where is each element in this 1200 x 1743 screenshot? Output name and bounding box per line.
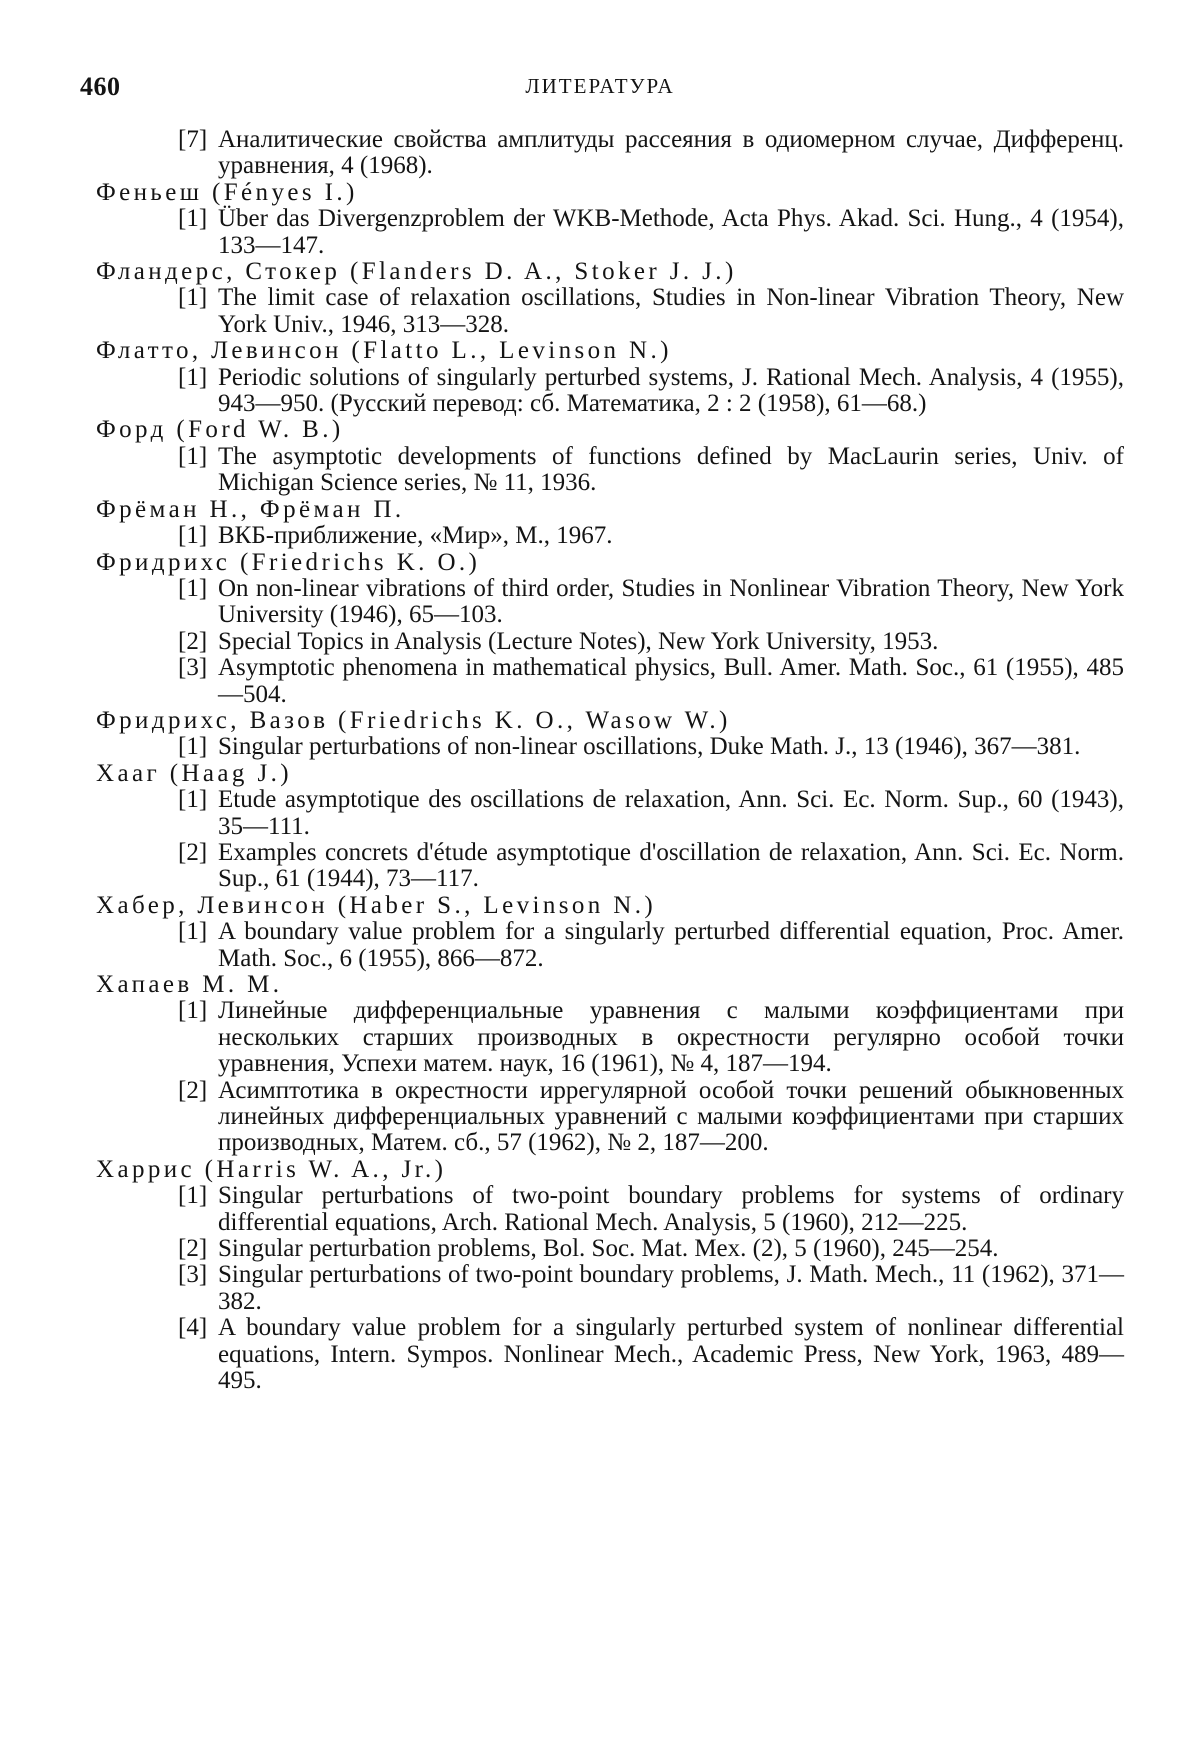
reference-text: Über das Divergenzproblem der WKB-Methode, Acta Phys. Akad. Sci. Hung., 4 (1954), 133—147. xyxy=(218,205,1124,259)
author-heading: Хааг (Haag J.) xyxy=(96,759,292,787)
reference-item xyxy=(96,285,1124,338)
reference-number: [1] xyxy=(178,733,208,761)
author-heading: Феньеш (Fényes I.) xyxy=(96,178,358,206)
bibliography-entry xyxy=(96,259,1124,338)
reference-text: Асимптотика в окрестности иррегулярной особой точки решений обыкновенных линейных дифференциальных уравнений с малыми коэффициентами при старших производных, Матем. сб., 57 (1962), № 2, 187—200. xyxy=(218,1076,1124,1157)
reference-text: Singular perturbations of non-linear oscillations, Duke Math. J., 13 (1946), 367—381. xyxy=(218,733,1081,761)
page-number: 460 xyxy=(80,72,121,101)
author-heading: Хабер, Левинсон (Haber S., Levinson N.) xyxy=(96,891,657,919)
author-heading: Флатто, Левинсон (Flatto L., Levinson N.) xyxy=(96,337,672,365)
reference-number: [1] xyxy=(178,205,208,233)
reference-text: ВКБ-приближение, «Мир», М., 1967. xyxy=(218,522,613,550)
reference-text: The asymptotic developments of functions defined by MacLaurin series, Univ. of Michigan Science series, № 11, 1936. xyxy=(218,442,1124,497)
reference-number: [1] xyxy=(178,574,208,602)
reference-text: Singular perturbations of two-point boundary problems for systems of ordinary differential equations, Arch. Rational Mech. Analysis, 5 (1960), 212—225. xyxy=(218,1182,1124,1236)
reference-number: [1] xyxy=(178,997,208,1025)
reference-number: [1] xyxy=(178,363,208,391)
bibliography-entry xyxy=(96,417,1124,496)
author-heading: Фландерс, Стокер (Flanders D. A., Stoker J. J.) xyxy=(96,258,737,286)
author-heading: Фрёман Н., Фрёман П. xyxy=(96,495,405,523)
reference-number: [1] xyxy=(178,918,208,946)
reference-text: Etude asymptotique des oscillations de relaxation, Ann. Sci. Ec. Norm. Sup., 60 (1943), 35—111. xyxy=(218,786,1124,840)
reference-text: On non-linear vibrations of third order, Studies in Nonlinear Vibration Theory, New York University (1946), 65—103. xyxy=(218,574,1124,629)
reference-text: Singular perturbation problems, Bol. Soc. Mat. Mex. (2), 5 (1960), 245—254. xyxy=(218,1235,999,1263)
reference-number: [2] xyxy=(178,1076,208,1104)
reference-text: Special Topics in Analysis (Lecture Notes), New York University, 1953. xyxy=(218,627,939,655)
reference-text: Periodic solutions of singularly perturbed systems, J. Rational Mech. Analysis, 4 (1955), 943—950. (Русский перевод: сб. Математика, 2 : 2 (1958), 61—68.) xyxy=(218,363,1124,418)
reference-item xyxy=(96,840,1124,893)
reference-item xyxy=(96,1236,1124,1262)
reference-number: [1] xyxy=(178,522,208,550)
reference-item xyxy=(96,655,1124,708)
reference-number: [7] xyxy=(178,126,208,153)
reference-text: Singular perturbations of two-point boundary problems, J. Math. Mech., 11 (1962), 371—382. xyxy=(218,1261,1124,1315)
bibliography-entry xyxy=(96,893,1124,972)
reference-text: The limit case of relaxation oscillations, Studies in Non-linear Vibration Theory, New York Univ., 1946, 313—328. xyxy=(218,284,1124,338)
bibliography-entry xyxy=(96,708,1124,761)
reference-item xyxy=(96,444,1124,497)
reference-number: [3] xyxy=(178,654,208,682)
bibliography-entry xyxy=(96,127,1124,180)
bibliography-entry xyxy=(96,338,1124,417)
author-heading: Фридрихс (Friedrichs K. O.) xyxy=(96,548,481,576)
reference-number: [2] xyxy=(178,627,208,655)
reference-item xyxy=(96,365,1124,418)
bibliography-entry xyxy=(96,497,1124,550)
author-heading: Фридрихс, Вазов (Friedrichs K. O., Wasow W.) xyxy=(96,706,731,734)
bibliography-entry xyxy=(96,1157,1124,1395)
bibliography-entry xyxy=(96,550,1124,708)
reference-item xyxy=(96,1262,1124,1315)
reference-text: Asymptotic phenomena in mathematical physics, Bull. Amer. Math. Soc., 61 (1955), 485—504. xyxy=(218,654,1124,708)
reference-number: [2] xyxy=(178,1235,208,1263)
reference-text: A boundary value problem for a singularly perturbed differential equation, Proc. Amer. Math. Soc., 6 (1955), 866—872. xyxy=(218,918,1124,972)
reference-number: [1] xyxy=(178,284,208,312)
bibliography-entry xyxy=(96,761,1124,893)
running-title: ЛИТЕРАТУРА xyxy=(525,74,675,98)
author-heading: Хапаев М. М. xyxy=(96,971,283,998)
reference-text: A boundary value problem for a singularly perturbed system of nonlinear differential equations, Intern. Sympos. Nonlinear Mech., Academic Press, New York, 1963, 489—495. xyxy=(218,1314,1124,1395)
bibliography-list xyxy=(96,127,1124,1395)
reference-item xyxy=(96,919,1124,972)
reference-text: Аналитические свойства амплитуды рассеяния в одиомерном случае, Дифференц. уравнения, 4 (1968). xyxy=(218,126,1124,180)
reference-item xyxy=(96,206,1124,259)
reference-item xyxy=(96,787,1124,840)
reference-number: [1] xyxy=(178,786,208,814)
reference-item xyxy=(96,576,1124,629)
reference-item xyxy=(96,734,1124,760)
reference-number: [4] xyxy=(178,1314,208,1342)
bibliography-entry xyxy=(96,180,1124,259)
reference-item xyxy=(96,523,1124,549)
reference-text: Examples concrets d'étude asymptotique d'oscillation de relaxation, Ann. Sci. Ec. Norm. Sup., 61 (1944), 73—117. xyxy=(218,838,1124,893)
reference-number: [3] xyxy=(178,1261,208,1289)
page-header xyxy=(80,72,1120,112)
reference-number: [1] xyxy=(178,442,208,470)
author-heading: Харрис (Harris W. A., Jr.) xyxy=(96,1155,447,1183)
author-heading: Форд (Ford W. B.) xyxy=(96,416,344,444)
reference-item xyxy=(96,998,1124,1077)
bibliography-entry xyxy=(96,972,1124,1157)
reference-number: [1] xyxy=(178,1182,208,1210)
reference-text: Линейные дифференциальные уравнения с малыми коэффициентами при нескольких старших производных в окрестности регулярно особой точки уравнения, Успехи матем. наук, 16 (1961), № 4, 187—194. xyxy=(218,997,1124,1078)
reference-item xyxy=(96,1315,1124,1394)
reference-item xyxy=(96,1078,1124,1157)
reference-item xyxy=(96,629,1124,655)
reference-item xyxy=(96,127,1124,180)
reference-number: [2] xyxy=(178,838,208,866)
reference-item xyxy=(96,1183,1124,1236)
